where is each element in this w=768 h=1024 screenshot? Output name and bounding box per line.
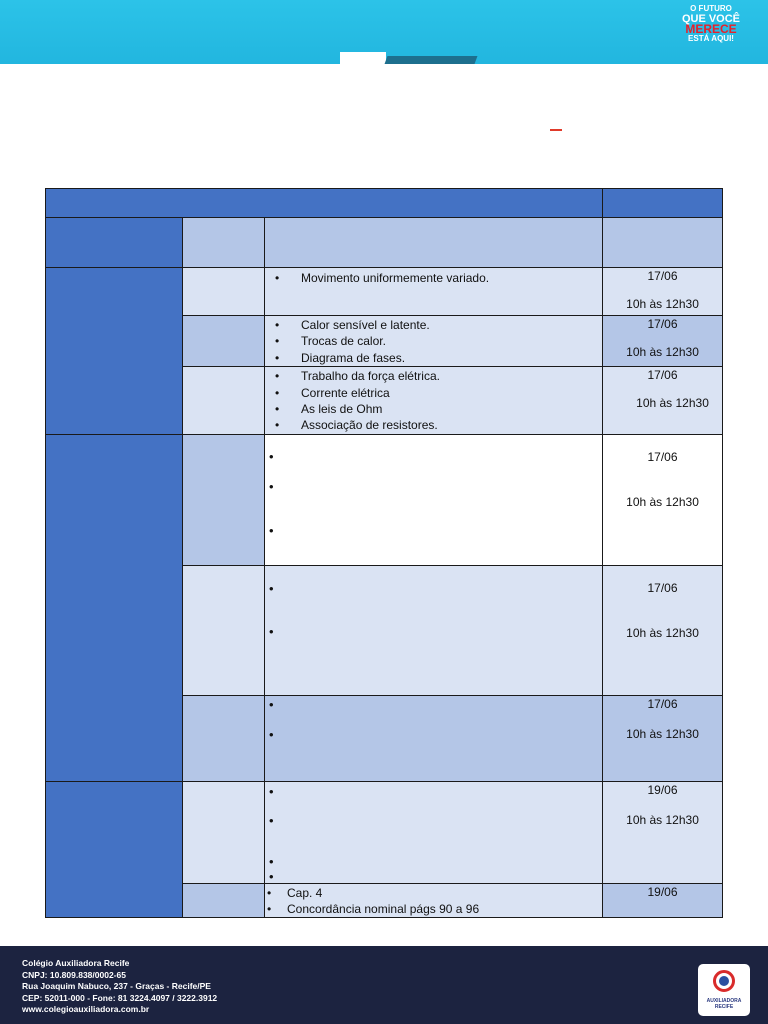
content-cell: [265, 316, 603, 367]
topic-item: • Associação de resistores.: [301, 417, 602, 433]
footer-bar: [0, 946, 768, 1024]
bullet-mark: •: [269, 623, 274, 639]
content-cell: [265, 695, 603, 781]
area-cell: [183, 781, 265, 883]
banner-tab: [340, 52, 386, 66]
exam-date: 17/06: [647, 368, 678, 383]
topic-item: • Trabalho da força elétrica.: [301, 368, 602, 384]
footer-line: Colégio Auxiliadora Recife: [22, 958, 130, 968]
bullet-mark: •: [269, 448, 274, 464]
topic-item: • Cap. 4: [287, 885, 602, 901]
footer-line: CEP: 52011-000 - Fone: 81 3224.4097 / 3222.3912: [22, 992, 218, 1003]
area-cell: [183, 316, 265, 367]
school-logo-inner-icon: [719, 976, 729, 986]
area-cell: [183, 367, 265, 435]
subject-cell: [46, 434, 183, 781]
area-cell: [183, 883, 265, 917]
exam-time: 10h às 12h30: [626, 726, 699, 741]
slogan-logo: [680, 4, 742, 62]
bullet-mark: •: [269, 478, 274, 494]
footer-line: www.colegioauxiliadora.com.br: [22, 1004, 150, 1014]
exam-date: 17/06: [647, 580, 678, 595]
school-logo-name: AUXILIADORA RECIFE: [706, 998, 742, 1010]
content-cell: [265, 367, 603, 435]
table-row: [46, 781, 723, 883]
banner-stripe: [385, 56, 478, 64]
school-logo: [698, 964, 750, 1016]
bullet-mark: •: [269, 696, 274, 712]
table-subheader-row: [46, 218, 723, 268]
topic-item: • Diagrama de fases.: [301, 350, 602, 366]
subheader-cell-content: [265, 218, 603, 268]
exam-time: 10h às 12h30: [626, 494, 699, 509]
subheader-cell-date: [603, 218, 723, 268]
subject-cell: [46, 781, 183, 917]
slogan-line-3: MERECE: [685, 22, 737, 36]
date-cell: [603, 434, 723, 565]
slogan-line-1: O FUTURO: [690, 4, 732, 13]
table-row: [46, 434, 723, 565]
content-cell: [265, 268, 603, 316]
exam-schedule-table: [45, 188, 723, 918]
slogan-line-2: QUE VOCÊ: [681, 13, 741, 25]
topic-item: • Trocas de calor.: [301, 333, 602, 349]
bullet-mark: •: [269, 783, 274, 799]
exam-date: 19/06: [647, 782, 678, 797]
area-cell: [183, 695, 265, 781]
date-cell: [603, 565, 723, 695]
footer-line: CNPJ: 10.809.838/0002-65: [22, 969, 126, 980]
content-cell: [265, 883, 603, 917]
red-dash-mark: [550, 129, 562, 131]
date-cell: [603, 367, 723, 435]
bullet-mark: •: [269, 812, 274, 828]
date-cell: [603, 316, 723, 367]
topic-item: • As leis de Ohm: [301, 401, 602, 417]
date-cell: [603, 695, 723, 781]
exam-date: 19/06: [647, 884, 678, 899]
date-cell: [603, 268, 723, 316]
footer-address: [22, 958, 217, 1016]
bullet-mark: •: [269, 522, 274, 538]
bullet-mark: •: [269, 853, 274, 869]
exam-date: 17/06: [647, 269, 678, 283]
exam-time: 10h às 12h30: [626, 297, 699, 311]
bullet-mark: •: [269, 726, 274, 742]
exam-date: 17/06: [647, 449, 678, 464]
header-cell: [46, 189, 603, 218]
footer-line: Rua Joaquim Nabuco, 237 - Graças - Recife/PE: [22, 981, 211, 991]
exam-time: 10h às 12h30: [626, 345, 699, 359]
topic-item: • Calor sensível e latente.: [301, 317, 602, 333]
slogan-line-4: ESTÁ AQUI!: [688, 34, 734, 43]
content-cell: [265, 781, 603, 883]
header-cell-date: [603, 189, 723, 218]
subject-cell: [46, 268, 183, 435]
topic-item: • Corrente elétrica: [301, 385, 602, 401]
area-cell: [183, 268, 265, 316]
exam-time: 10h às 12h30: [636, 396, 709, 411]
topic-item: • Concordância nominal págs 90 a 96: [287, 901, 602, 917]
exam-time: 10h às 12h30: [626, 625, 699, 640]
date-cell: [603, 883, 723, 917]
table-row: [46, 268, 723, 316]
content-cell: [265, 565, 603, 695]
exam-date: 17/06: [647, 696, 678, 711]
exam-time: 10h às 12h30: [626, 812, 699, 827]
area-cell: [183, 434, 265, 565]
area-cell: [183, 565, 265, 695]
bullet-mark: •: [269, 580, 274, 596]
exam-date: 17/06: [647, 317, 678, 331]
content-cell: [265, 434, 603, 565]
subheader-cell-subject: [46, 218, 183, 268]
subheader-cell-area: [183, 218, 265, 268]
bullet-mark: •: [269, 868, 274, 884]
table-header-row: [46, 189, 723, 218]
topic-item: • Movimento uniformemente variado.: [301, 270, 602, 286]
date-cell: [603, 781, 723, 883]
